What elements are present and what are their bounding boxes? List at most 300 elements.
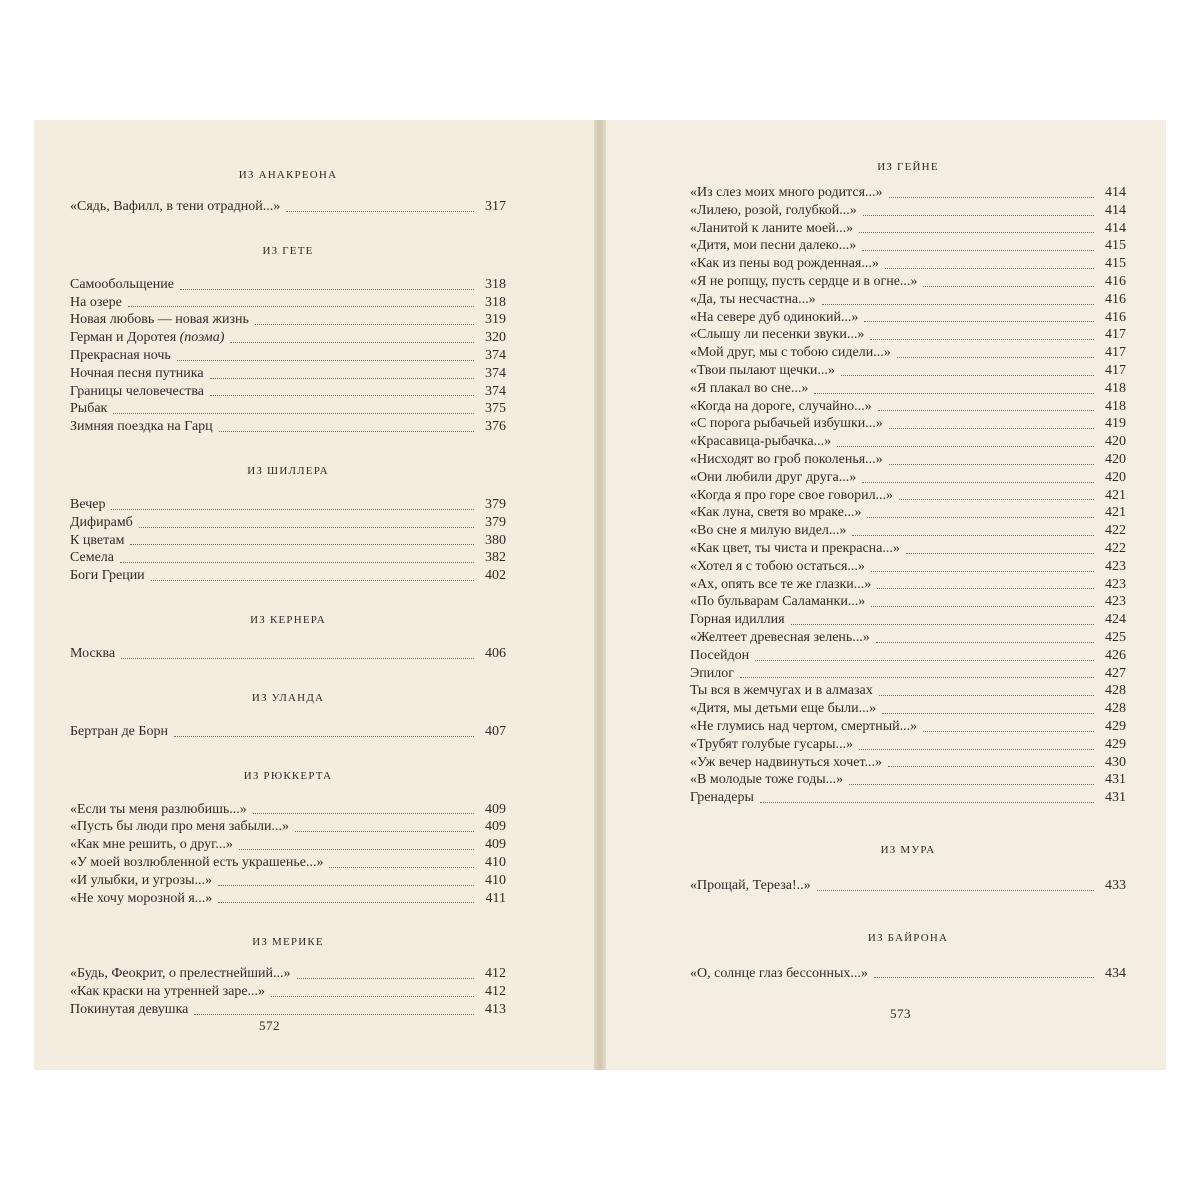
entry-page-number: 407	[485, 723, 506, 739]
section-heading: ИЗ ГЕЙНЕ	[877, 161, 939, 173]
entry-page-number: 420	[1105, 434, 1126, 450]
entry-title-text: «Как мне решить, о друг...»	[70, 837, 233, 853]
entry-page-number: 409	[485, 819, 506, 835]
toc-entry	[690, 593, 1126, 611]
entry-page-number: 409	[485, 837, 506, 853]
dot-leader	[791, 623, 1094, 625]
entry-title-text: Бертран де Борн	[70, 723, 168, 739]
section-heading: ИЗ ШИЛЛЕРА	[247, 464, 329, 477]
dot-leader	[210, 377, 474, 379]
toc-entry	[690, 718, 1126, 736]
entry-page-number: 374	[485, 347, 506, 363]
entry-page-number: 433	[1105, 877, 1126, 893]
entry-page-number: 319	[485, 312, 506, 328]
dot-leader	[859, 748, 1094, 750]
entry-title-text: Вечер	[70, 496, 106, 512]
toc-entry	[690, 522, 1126, 540]
dot-leader	[817, 889, 1094, 891]
entry-title-text: «Слышу ли песенки звуки...»	[690, 327, 865, 343]
entry-title	[70, 347, 171, 365]
dot-leader	[862, 249, 1094, 251]
dot-leader	[139, 526, 474, 528]
toc-entry	[690, 255, 1126, 273]
entry-page-number: 410	[485, 872, 506, 888]
entry-title-text: Покинутая девушка	[70, 1001, 189, 1017]
dot-leader	[859, 231, 1094, 233]
entry-page-number: 434	[1105, 965, 1126, 981]
dot-leader	[871, 570, 1094, 572]
dot-leader	[128, 305, 474, 307]
entry-title	[690, 558, 865, 576]
section-entries	[690, 184, 1126, 807]
dot-leader	[297, 977, 475, 979]
section-entries	[70, 801, 506, 908]
entry-page-number: 417	[1105, 362, 1126, 378]
entry-title	[690, 220, 853, 238]
entry-page-number: 417	[1105, 327, 1126, 343]
toc-entry	[690, 184, 1126, 202]
entry-title	[70, 983, 265, 1001]
entry-title-text: «Трубят голубые гусары...»	[690, 736, 853, 752]
dot-leader	[877, 587, 1094, 589]
entry-title	[690, 718, 917, 736]
toc-entry	[70, 365, 506, 383]
entry-page-number: 415	[1105, 238, 1126, 254]
section-heading: ИЗ АНАКРЕОНА	[238, 169, 338, 181]
dot-leader	[837, 445, 1094, 447]
toc-entry	[690, 362, 1126, 380]
entry-page-number: 376	[485, 419, 506, 435]
section-entries	[70, 276, 506, 436]
toc-entry	[690, 647, 1126, 665]
entry-title	[690, 487, 893, 505]
toc-entry	[690, 682, 1126, 700]
toc-entry	[690, 273, 1126, 291]
dot-leader	[879, 694, 1094, 696]
entry-title-text: Самообольщение	[70, 276, 174, 292]
toc-entry	[70, 854, 506, 872]
entry-page-number: 418	[1105, 398, 1126, 414]
entry-title	[690, 629, 870, 647]
toc-entry	[70, 347, 506, 365]
entry-page-number: 423	[1105, 594, 1126, 610]
toc-entry	[70, 801, 506, 819]
entry-title-text: «Не глумись над чертом, смертный...»	[690, 718, 918, 734]
entry-title	[690, 877, 811, 895]
entry-title-text: К цветам	[70, 532, 125, 548]
entry-page-number: 409	[485, 801, 506, 817]
entry-title	[70, 836, 233, 854]
dot-leader	[210, 394, 474, 396]
entry-title	[690, 789, 754, 807]
page-number-right: 573	[890, 1006, 911, 1021]
entry-title-text: «В молодые тоже годы...»	[690, 772, 844, 788]
toc-entry	[690, 611, 1126, 629]
dot-leader	[889, 463, 1094, 465]
entry-title-text: «Пусть бы люди про меня забыли...»	[70, 819, 289, 835]
dot-leader	[849, 783, 1094, 785]
dot-leader	[878, 409, 1094, 411]
entry-title	[690, 326, 864, 344]
section-heading: ИЗ МУРА	[880, 843, 936, 856]
entry-page-number: 422	[1105, 540, 1126, 556]
entry-page-number: 431	[1105, 790, 1126, 806]
entry-title-text: «Когда на дороге, случайно...»	[690, 398, 872, 414]
section-entries	[70, 645, 506, 663]
entry-title-text: Зимняя поездка на Гарц	[70, 419, 213, 435]
entry-page-number: 426	[1105, 647, 1126, 663]
entry-page-number: 428	[1105, 701, 1126, 717]
entry-title	[690, 380, 808, 398]
entry-title	[690, 291, 816, 309]
entry-title	[690, 469, 856, 487]
entry-page-number: 417	[1105, 345, 1126, 361]
entry-page-number: 429	[1105, 736, 1126, 752]
entry-title-text: «Ах, опять все те же глазки...»	[690, 576, 872, 592]
entry-title-text: «С порога рыбачьей избушки...»	[690, 416, 883, 432]
entry-title	[690, 665, 734, 683]
entry-page-number: 414	[1105, 220, 1126, 236]
entry-page-number: 414	[1105, 185, 1126, 200]
entry-title	[690, 754, 882, 772]
entry-title	[70, 311, 249, 329]
entry-page-number: 418	[1105, 380, 1126, 396]
entry-title	[70, 418, 213, 436]
toc-entry	[70, 400, 506, 418]
entry-page-number: 317	[485, 199, 506, 214]
toc-entry	[690, 202, 1126, 220]
entry-page-number: 374	[485, 383, 506, 399]
section-heading: ИЗ БАЙРОНА	[867, 931, 949, 944]
entry-title-text: Герман и Доротея	[70, 330, 177, 346]
toc-entry	[690, 504, 1126, 522]
entry-page-number: 428	[1105, 683, 1126, 699]
toc-entry	[70, 198, 506, 216]
toc-entry	[70, 311, 506, 329]
section-heading: ИЗ РЮККЕРТА	[243, 769, 333, 782]
entry-title	[690, 273, 917, 291]
entry-title	[690, 540, 900, 558]
entry-page-number: 379	[485, 514, 506, 530]
entry-title	[690, 611, 785, 629]
entry-title-text: «Они любили друг друга...»	[690, 469, 857, 485]
dot-leader	[174, 735, 474, 737]
dot-leader	[899, 498, 1094, 500]
toc-entry	[70, 723, 506, 741]
dot-leader	[889, 427, 1094, 429]
toc-entry	[70, 1001, 506, 1019]
entry-title-text: «Я плакал во сне...»	[690, 380, 809, 396]
toc-entry	[70, 276, 506, 294]
entry-title	[70, 567, 145, 585]
entry-title-text: «Сядь, Вафилл, в тени отрадной...»	[70, 199, 281, 214]
toc-entry	[690, 540, 1126, 558]
entry-title	[70, 890, 212, 908]
entry-title	[690, 522, 846, 540]
dot-leader	[885, 267, 1094, 269]
entry-title	[690, 593, 865, 611]
section-entries	[690, 877, 1126, 895]
entry-title-text: Горная идиллия	[690, 612, 785, 628]
entry-title	[70, 532, 124, 550]
entry-title	[70, 276, 174, 294]
dot-leader	[255, 323, 474, 325]
entry-title-text: «Ланитой к ланите моей...»	[690, 220, 854, 236]
entry-title	[690, 255, 879, 273]
entry-title	[690, 682, 873, 700]
entry-page-number: 380	[485, 532, 506, 548]
entry-title-text: «Нисходят во гроб поколенья...»	[690, 451, 883, 467]
toc-entry	[70, 532, 506, 550]
dot-leader	[870, 338, 1094, 340]
toc-entry	[690, 771, 1126, 789]
dot-leader	[822, 303, 1094, 305]
toc-entry	[690, 665, 1126, 683]
entry-title-text: «Я не ропщу, пусть сердце и в огне...»	[690, 273, 918, 289]
toc-entry	[70, 890, 506, 908]
entry-title	[70, 514, 133, 532]
entry-title-text: «Твои пылают щечки...»	[690, 362, 835, 378]
dot-leader	[862, 481, 1094, 483]
entry-page-number: 413	[485, 1001, 506, 1017]
dot-leader	[876, 641, 1094, 643]
section-entries	[70, 723, 506, 741]
dot-leader	[760, 801, 1094, 803]
entry-title	[70, 965, 291, 983]
entry-page-number: 416	[1105, 309, 1126, 325]
entry-title-text: Границы человечества	[70, 383, 205, 399]
dot-leader	[239, 848, 474, 850]
entry-page-number: 318	[485, 276, 506, 292]
entry-title	[690, 965, 868, 983]
toc-entry	[70, 383, 506, 401]
toc-entry	[70, 983, 506, 1001]
entry-page-number: 410	[485, 854, 506, 870]
entry-title-text: «Не хочу морозной я...»	[70, 890, 213, 906]
dot-leader	[889, 196, 1094, 198]
entry-title-text: «Уж вечер надвинуться хочет...»	[690, 754, 883, 770]
entry-title-text: «Хотел я с тобою остаться...»	[690, 558, 865, 574]
left-page	[34, 120, 594, 1070]
dot-leader	[286, 210, 474, 212]
entry-page-number: 415	[1105, 256, 1126, 272]
entry-title	[70, 549, 114, 567]
entry-title-text: «На севере дуб одинокий...»	[690, 309, 859, 325]
toc-entry	[690, 558, 1126, 576]
entry-title	[690, 433, 831, 451]
toc-entry	[690, 629, 1126, 647]
toc-entry	[70, 872, 506, 890]
toc-entry	[70, 418, 506, 436]
entry-title	[690, 184, 883, 202]
entry-title-text: Посейдон	[690, 647, 750, 663]
dot-leader	[871, 605, 1094, 607]
dot-leader	[130, 543, 474, 545]
entry-page-number: 420	[1105, 451, 1126, 467]
dot-leader	[230, 341, 474, 343]
entry-page-number: 427	[1105, 665, 1126, 681]
entry-title-text: «Как луна, светя во мраке...»	[690, 505, 862, 521]
entry-title-text: «Как краски на утренней заре...»	[70, 984, 266, 1000]
dot-leader	[814, 392, 1094, 394]
entry-title	[690, 415, 883, 433]
entry-title-text: «Дитя, мои песни далеко...»	[690, 238, 857, 254]
entry-title	[690, 237, 856, 255]
dot-leader	[194, 1013, 474, 1015]
entry-title	[70, 496, 105, 514]
entry-page-number: 412	[485, 966, 506, 982]
entry-title	[70, 1001, 188, 1019]
entry-title-text: «Прощай, Тереза!..»	[690, 877, 811, 893]
dot-leader	[111, 508, 474, 510]
dot-leader	[271, 995, 474, 997]
entry-page-number: 420	[1105, 469, 1126, 485]
entry-page-number: 379	[485, 496, 506, 512]
entry-title	[70, 723, 168, 741]
dot-leader	[253, 812, 474, 814]
section-entries	[70, 198, 506, 216]
entry-title-text: Дифирамб	[70, 514, 133, 530]
entry-title-text: «Во сне я милую видел...»	[690, 523, 847, 539]
entry-title	[70, 383, 204, 401]
entry-title-text: «О, солнце глаз бессонных...»	[690, 965, 868, 981]
dot-leader	[867, 516, 1094, 518]
entry-title	[690, 771, 843, 789]
entry-title	[690, 647, 749, 665]
entry-title	[70, 294, 122, 312]
entry-title-text: «Лилею, розой, голубкой...»	[690, 202, 857, 218]
section-entries	[70, 496, 506, 585]
section-entries	[690, 965, 1126, 983]
dot-leader	[897, 356, 1094, 358]
entry-title-text: «И улыбки, и угрозы...»	[70, 872, 212, 888]
entry-title-text: Ты вся в жемчугах и в алмазах	[690, 683, 873, 699]
entry-title-text: Прекрасная ночь	[70, 347, 171, 363]
toc-entry	[690, 487, 1126, 505]
dot-leader	[113, 412, 474, 414]
toc-entry	[690, 965, 1126, 983]
book-gutter	[594, 120, 606, 1070]
entry-title-text: «Дитя, мы детьми еще были...»	[690, 701, 877, 717]
toc-entry	[70, 294, 506, 312]
entry-page-number: 414	[1105, 202, 1126, 218]
dot-leader	[120, 561, 474, 563]
entry-title	[690, 504, 861, 522]
section-heading: ИЗ КЕРНЕРА	[250, 613, 326, 626]
toc-entry	[690, 754, 1126, 772]
entry-page-number: 425	[1105, 629, 1126, 645]
entry-title	[690, 309, 858, 327]
section-heading: ИЗ ГЕТЕ	[262, 244, 314, 257]
entry-page-number: 421	[1105, 505, 1126, 521]
entry-title	[690, 700, 876, 718]
dot-leader	[923, 730, 1094, 732]
entry-page-number: 430	[1105, 754, 1126, 770]
toc-entry	[70, 965, 506, 983]
toc-entry	[690, 789, 1126, 807]
toc-entry	[690, 326, 1126, 344]
entry-title-text: «Красавица-рыбачка...»	[690, 434, 832, 450]
dot-leader	[755, 659, 1094, 661]
entry-title	[70, 365, 204, 383]
entry-title-text: «Мой друг, мы с тобою сидели...»	[690, 345, 891, 361]
entry-title-text: Боги Греции	[70, 568, 145, 584]
entry-page-number: 382	[485, 550, 506, 566]
entry-title	[70, 400, 107, 418]
entry-title-text: «У моей возлюбленной есть украшенье...»	[70, 854, 324, 870]
entry-page-number: 375	[485, 401, 506, 417]
entry-title-text: Гренадеры	[690, 790, 754, 806]
toc-entry	[70, 329, 506, 347]
entry-page-number: 431	[1105, 772, 1126, 788]
entry-page-number: 402	[485, 568, 506, 584]
entry-page-number: 422	[1105, 523, 1126, 539]
entry-page-number: 424	[1105, 612, 1126, 628]
entry-title-text: Москва	[70, 645, 116, 661]
entry-page-number: 406	[485, 645, 506, 661]
dot-leader	[864, 320, 1094, 322]
toc-entry	[690, 220, 1126, 238]
toc-entry	[690, 433, 1126, 451]
entry-title	[70, 329, 224, 347]
dot-leader	[852, 534, 1094, 536]
toc-entry	[690, 451, 1126, 469]
toc-entry	[70, 514, 506, 532]
toc-entry	[690, 700, 1126, 718]
entry-title	[690, 576, 871, 594]
entry-title-text: «Желтеет древесная зелень...»	[690, 629, 870, 645]
dot-leader	[740, 676, 1094, 678]
toc-entry	[70, 549, 506, 567]
dot-leader	[151, 579, 474, 581]
dot-leader	[218, 884, 474, 886]
entry-title	[690, 736, 853, 754]
entry-page-number: 320	[485, 330, 506, 346]
toc-entry	[690, 237, 1126, 255]
entry-title-text: «Из слез моих много родится...»	[690, 185, 883, 200]
dot-leader	[841, 374, 1094, 376]
entry-note: (поэма)	[179, 330, 225, 346]
dot-leader	[219, 430, 474, 432]
right-page	[606, 120, 1166, 1070]
dot-leader	[295, 830, 474, 832]
entry-page-number: 423	[1105, 576, 1126, 592]
entry-page-number: 416	[1105, 291, 1126, 307]
section-heading: ИЗ МЕРИКЕ	[252, 936, 324, 949]
toc-entry	[70, 836, 506, 854]
right-contents-column	[690, 160, 1126, 982]
entry-title-text: «Если ты меня разлюбишь...»	[70, 801, 247, 817]
toc-entry	[690, 576, 1126, 594]
entry-title	[690, 451, 883, 469]
entry-title	[70, 801, 247, 819]
dot-leader	[888, 765, 1094, 767]
toc-entry	[690, 736, 1126, 754]
entry-page-number: 421	[1105, 487, 1126, 503]
dot-leader	[121, 657, 474, 659]
entry-title-text: На озере	[70, 294, 122, 310]
toc-entry	[690, 415, 1126, 433]
entry-title-text: Новая любовь — новая жизнь	[70, 312, 249, 328]
entry-title-text: «Как из пены вод рожденная...»	[690, 256, 879, 272]
entry-title-text: «Будь, Феокрит, о прелестнейший...»	[70, 966, 291, 982]
entry-title	[70, 854, 323, 872]
entry-title	[70, 872, 212, 890]
entry-page-number: 374	[485, 365, 506, 381]
dot-leader	[863, 214, 1094, 216]
entry-title-text: «Да, ты несчастна...»	[690, 291, 816, 307]
toc-entry	[70, 818, 506, 836]
